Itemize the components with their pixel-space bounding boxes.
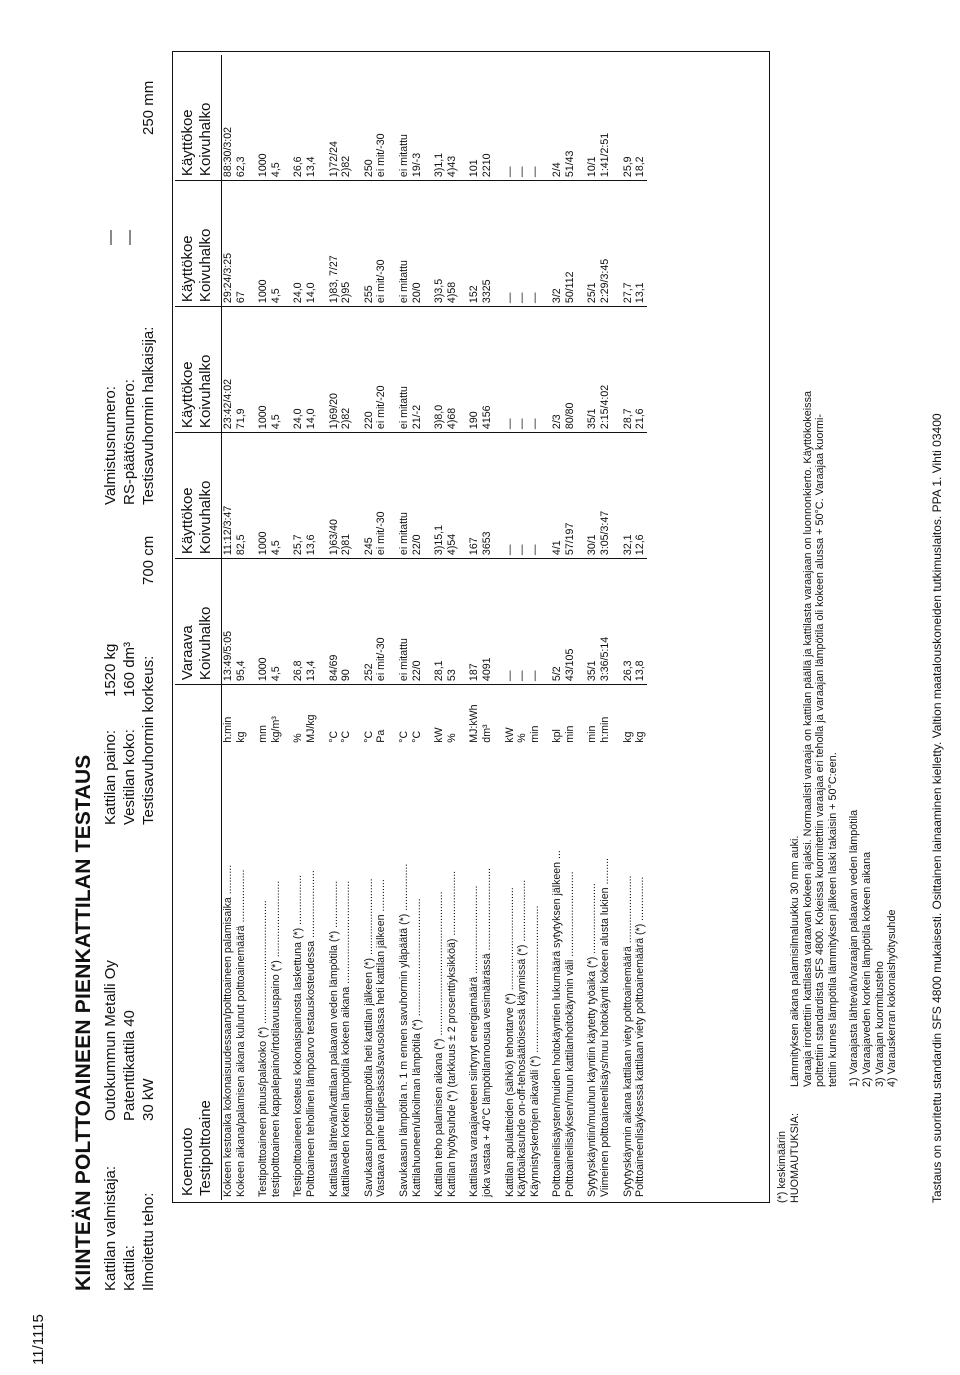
value-cell: 88:30/3:02 bbox=[222, 55, 235, 181]
value-cell: 28,1 bbox=[423, 559, 446, 685]
value-cell: 1000 bbox=[247, 307, 270, 433]
table-row bbox=[446, 55, 459, 1200]
meta-label: Valmistusnumero: bbox=[102, 386, 119, 505]
row-unit: min bbox=[528, 725, 541, 743]
value-cell: 4,5 bbox=[270, 181, 283, 307]
table-row bbox=[318, 55, 341, 1200]
meta-label: Testisavuhormin halkaisija: bbox=[140, 326, 157, 505]
footnote: 4) Varauskerran kokonaishyötysuhde bbox=[886, 909, 899, 1087]
table-row bbox=[270, 55, 283, 1200]
table-row bbox=[375, 55, 388, 1200]
value-cell: ei mitattu bbox=[388, 307, 411, 433]
row-unit: min bbox=[563, 725, 576, 743]
value-cell: 2/4 bbox=[541, 55, 564, 181]
header-row-serial bbox=[101, 81, 120, 505]
remarks-text bbox=[789, 391, 899, 1087]
value-cell: 1000 bbox=[247, 181, 270, 307]
row-unit: kg bbox=[634, 731, 647, 743]
value-cell: 26,3 bbox=[612, 559, 635, 685]
row-unit: kW bbox=[503, 727, 516, 743]
row-unit: kg/m³ bbox=[269, 716, 282, 743]
row-unit: kpl bbox=[551, 729, 564, 743]
value-cell: 3:36/5:14 bbox=[599, 559, 612, 685]
value-cell: 71,9 bbox=[235, 307, 248, 433]
header-left bbox=[101, 960, 158, 1291]
meta-label: Testisavuhormin korkeus: bbox=[140, 655, 157, 825]
value-cell: 1)63/40 bbox=[318, 433, 341, 559]
table-row bbox=[529, 55, 542, 1200]
value-cell: 20/0 bbox=[411, 181, 424, 307]
row-unit: % bbox=[516, 733, 529, 743]
table-row bbox=[634, 55, 647, 1200]
meta-value: 700 cm bbox=[140, 535, 157, 585]
table-row bbox=[564, 55, 577, 1200]
value-cell: 30/1 bbox=[576, 433, 599, 559]
page-number: 11/1115 bbox=[30, 1314, 47, 1365]
value-cell: ei mitattu bbox=[388, 55, 411, 181]
value-cell: 26,6 bbox=[282, 55, 305, 181]
column-header-5 bbox=[175, 55, 222, 181]
value-cell: — bbox=[529, 559, 542, 685]
value-cell: 11:12/3:47 bbox=[222, 433, 235, 559]
remark-line: Lämmityksen aikana palamisilmaluukku 30 mm auki. bbox=[788, 835, 801, 1087]
meta-label: RS-päätösnumero: bbox=[121, 379, 138, 505]
value-cell: 29:24/3:25 bbox=[222, 181, 235, 307]
value-cell: 22/0 bbox=[411, 433, 424, 559]
table-row bbox=[247, 55, 270, 1200]
value-cell: 26,8 bbox=[282, 559, 305, 685]
value-cell: 10/1 bbox=[576, 55, 599, 181]
value-cell: 2)82 bbox=[340, 55, 353, 181]
table-row bbox=[458, 55, 481, 1200]
row-label: Polttoaineenlisäyksessä kattilaan viety polttoainemäärä (*) ............... bbox=[634, 876, 647, 1197]
value-cell: 4)43 bbox=[446, 55, 459, 181]
value-cell: — bbox=[516, 181, 529, 307]
header-row-weight bbox=[101, 536, 120, 825]
value-cell: 3)3,5 bbox=[423, 181, 446, 307]
header-middle bbox=[101, 536, 158, 825]
table-row bbox=[494, 55, 517, 1200]
value-cell: 13,6 bbox=[305, 433, 318, 559]
column-fuel: Koivuhalko bbox=[197, 606, 214, 681]
value-cell: 4,5 bbox=[270, 559, 283, 685]
row-unit: mm bbox=[257, 725, 270, 743]
row-label: Kattilan teho palamisen aikana (*) ................................................. bbox=[433, 891, 446, 1197]
row-label: Testipolttoaineen pituus/palakoko (*) .......................................... bbox=[257, 900, 270, 1197]
notes-block bbox=[776, 391, 899, 1203]
row-unit: °C bbox=[397, 730, 410, 743]
value-cell: — bbox=[516, 433, 529, 559]
value-cell: 82,5 bbox=[235, 433, 248, 559]
meta-label: Kattila: bbox=[121, 1245, 138, 1291]
row-label: Käyttöaikasuhde on-off-tehosäätöisessä käynnissä (*) ..................... bbox=[516, 879, 529, 1197]
value-cell: 32,1 bbox=[612, 433, 635, 559]
row-unit: % bbox=[445, 733, 458, 743]
value-cell: 25,7 bbox=[282, 433, 305, 559]
value-cell: 62,3 bbox=[235, 55, 248, 181]
value-cell: ei mitattu bbox=[388, 433, 411, 559]
header-row-water-volume bbox=[120, 536, 139, 825]
column-fuel: Koivuhalko bbox=[197, 480, 214, 555]
value-cell: 35/1 bbox=[576, 559, 599, 685]
value-cell: 50/112 bbox=[564, 181, 577, 307]
value-cell: 4,5 bbox=[270, 55, 283, 181]
value-cell: 19/-3 bbox=[411, 55, 424, 181]
value-cell: 27,7 bbox=[612, 181, 635, 307]
table-row bbox=[612, 55, 635, 1200]
column-fuel: Koivuhalko bbox=[197, 354, 214, 429]
table-row bbox=[353, 55, 376, 1200]
value-cell: — bbox=[529, 307, 542, 433]
value-cell: 252 bbox=[353, 559, 376, 685]
value-cell: 1000 bbox=[247, 55, 270, 181]
header-row-chimney-diameter bbox=[139, 81, 158, 505]
value-cell: 13:49/5:05 bbox=[222, 559, 235, 685]
value-cell: 4)54 bbox=[446, 433, 459, 559]
meta-value: 160 dm³ bbox=[121, 641, 138, 697]
meta-label: Kattilan valmistaja: bbox=[102, 1165, 119, 1291]
value-cell: 90 bbox=[340, 559, 353, 685]
table-row bbox=[305, 55, 318, 1200]
value-cell: 255 bbox=[353, 181, 376, 307]
row-label: Kattilan apulaitteiden (sähkö) tehontarve (*) ................................... bbox=[503, 887, 516, 1197]
column-header-4 bbox=[175, 181, 222, 307]
value-cell: 1000 bbox=[247, 559, 270, 685]
value-cell: 43/105 bbox=[564, 559, 577, 685]
spacer bbox=[840, 391, 848, 1087]
column-test-type: Käyttökoe bbox=[179, 235, 196, 303]
row-label: Kattilasta lähtevän/kattilaan palaavan veden lämpötila (*) ................ bbox=[327, 880, 340, 1197]
column-test-type: Käyttökoe bbox=[179, 487, 196, 555]
value-cell: 2)95 bbox=[340, 181, 353, 307]
value-cell: 1)83, 7/27 bbox=[318, 181, 341, 307]
meta-value: Patenttikattila 40 bbox=[121, 1010, 138, 1121]
row-label: Polttoaineilisäysten/muiden hoitokäyntien lukumäärä sytytyksen jälkeen ... bbox=[551, 850, 564, 1197]
value-cell: ei mit/-30 bbox=[375, 181, 388, 307]
value-cell: — bbox=[494, 307, 517, 433]
value-cell: — bbox=[516, 307, 529, 433]
value-cell: 3)8,0 bbox=[423, 307, 446, 433]
value-cell: 67 bbox=[235, 181, 248, 307]
value-cell: 2:29/3:45 bbox=[599, 181, 612, 307]
column-header-1 bbox=[175, 559, 222, 685]
row-unit: °C bbox=[362, 730, 375, 743]
row-unit: MJ/kg bbox=[304, 714, 317, 743]
value-cell: 152 bbox=[458, 181, 481, 307]
value-cell: 220 bbox=[353, 307, 376, 433]
header-row-manufacturer bbox=[101, 960, 120, 1291]
head-label-cell bbox=[175, 685, 222, 1200]
row-label: Kattilasta varaajaveteen siirtynyt energiamäärä .............................. bbox=[468, 885, 481, 1197]
value-cell: 22/0 bbox=[411, 559, 424, 685]
column-fuel: Koivuhalko bbox=[197, 228, 214, 303]
row-unit: MJ:kWh bbox=[468, 704, 481, 743]
footer-statement: Tastaus on suoritettu standardin SFS 4800 mukaisesti. Osittainen lainaaminen kielletty. Valtion maatalouskoneiden tutkimuslaitos. PPA 1. Vihti 03400 bbox=[930, 413, 944, 1203]
row-unit: h:min bbox=[222, 716, 234, 743]
row-unit: % bbox=[292, 733, 305, 743]
row-label: testipolttoaineen kappalepaino/irtotilavuuspaino (*) .......................... bbox=[269, 880, 282, 1197]
row-label: Savukaasun lämpötila n. 1 m ennen savuhormin yläpäätä (*) ................ bbox=[397, 863, 410, 1197]
meta-value: 250 mm bbox=[140, 80, 157, 135]
row-label: Kokeen kestoaika kokonaisuudessaan/polttoaineen palamisaika .......... bbox=[222, 864, 234, 1197]
value-cell: 2)81 bbox=[340, 433, 353, 559]
table-row bbox=[599, 55, 612, 1200]
value-cell: 2/3 bbox=[541, 307, 564, 433]
value-cell: — bbox=[529, 433, 542, 559]
value-cell: — bbox=[529, 181, 542, 307]
row-label: Testipolttoaineen kosteus kokonaispainosta laskettuna (*) ................. bbox=[292, 874, 305, 1197]
row-unit: kW bbox=[433, 727, 446, 743]
value-cell: 3653 bbox=[481, 433, 494, 559]
row-unit: Pa bbox=[375, 729, 388, 743]
value-cell: 13,4 bbox=[305, 55, 318, 181]
header-row-chimney-height bbox=[139, 536, 158, 825]
table-header-row bbox=[175, 55, 222, 1200]
column-header-3 bbox=[175, 307, 222, 433]
header-right bbox=[101, 81, 158, 505]
meta-label: Kattilan paino: bbox=[102, 729, 119, 825]
table-row bbox=[282, 55, 305, 1200]
value-cell: 23:42/4:02 bbox=[222, 307, 235, 433]
value-cell: 2)82 bbox=[340, 307, 353, 433]
footnote: 2) Varaajaveden korkein lämpötila kokeen aikana bbox=[860, 851, 873, 1087]
row-unit: kg bbox=[234, 731, 247, 743]
meta-value: Outokummun Metalli Oy bbox=[102, 960, 119, 1121]
header-row-power bbox=[139, 960, 158, 1291]
remark-line: Varaaja irroitettiin kattilasta varaavan kokeen ajaksi. Normaalisti varaaja on kattilan päällä ja kattilasta varaajaan on luonnonkierto. Käyttökokeissa bbox=[801, 391, 814, 1087]
value-cell: — bbox=[494, 55, 517, 181]
row-label: Kokeen aikana/palamisen aikana kulunut polttoainemäärä .................. bbox=[234, 869, 247, 1197]
value-cell: 4,5 bbox=[270, 433, 283, 559]
value-cell: 167 bbox=[458, 433, 481, 559]
value-cell: 21/-2 bbox=[411, 307, 424, 433]
meta-label: Ilmoitettu teho: bbox=[140, 1192, 157, 1291]
remarks-label: HUOMAUTUKSIA: bbox=[788, 1113, 801, 1203]
results-table bbox=[175, 55, 647, 1200]
value-cell: 14,0 bbox=[305, 181, 318, 307]
row-unit: °C bbox=[327, 730, 340, 743]
value-cell: ei mit/-30 bbox=[375, 559, 388, 685]
value-cell: 28,7 bbox=[612, 307, 635, 433]
value-cell: 4/1 bbox=[541, 433, 564, 559]
table-row bbox=[340, 55, 353, 1200]
row-label: Viimeinen polttoaineenlisäys/muu hoitokäynti kokeen alusta lukien ......... bbox=[599, 858, 612, 1197]
value-cell: 18,2 bbox=[634, 55, 647, 181]
column-fuel: Koivuhalko bbox=[197, 102, 214, 177]
value-cell: 53 bbox=[446, 559, 459, 685]
value-cell: 4)58 bbox=[446, 181, 459, 307]
meta-value: 30 kW bbox=[140, 1078, 157, 1121]
column-test-type: Käyttökoe bbox=[179, 109, 196, 177]
value-cell: 13,8 bbox=[634, 559, 647, 685]
row-unit: h:min bbox=[599, 716, 612, 743]
row-unit: min bbox=[586, 725, 599, 743]
column-test-type: Käyttökoe bbox=[179, 361, 196, 429]
value-cell: 190 bbox=[458, 307, 481, 433]
value-cell: ei mit/-20 bbox=[375, 307, 388, 433]
header-row-decision bbox=[120, 81, 139, 505]
value-cell: ei mitattu bbox=[388, 181, 411, 307]
value-cell: 25,9 bbox=[612, 55, 635, 181]
row-unit: °C bbox=[410, 730, 423, 743]
value-cell: 4156 bbox=[481, 307, 494, 433]
value-cell: 3/2 bbox=[541, 181, 564, 307]
note-keskimaarin: (*) keskimäärin bbox=[776, 1131, 788, 1203]
remark-line: polttettiin standardista SFS 4800. Kokeissa kuormitettiin varaajaa eri teholla ja varaajan lämpötila oli kokeen alussa + 50°C. Varaajaa kuormi- bbox=[814, 414, 827, 1087]
row-label: Sytytyskäynnin aikana kattilaan viety polttoainemäärä ....................... bbox=[621, 875, 634, 1197]
results-body bbox=[222, 55, 647, 1200]
table-row bbox=[388, 55, 411, 1200]
meta-label: Vesitilan koko: bbox=[121, 729, 138, 825]
value-cell: 3)15,1 bbox=[423, 433, 446, 559]
value-cell: 51/43 bbox=[564, 55, 577, 181]
meta-value: — bbox=[102, 230, 119, 245]
value-cell: 21,6 bbox=[634, 307, 647, 433]
row-label: Käynnistyskertojen aikaväli (*) .................................................. bbox=[528, 905, 541, 1197]
value-cell: 3)1,1 bbox=[423, 55, 446, 181]
value-cell: ei mit/-30 bbox=[375, 55, 388, 181]
row-label: Vastaava paine tulipesässä/savusolassa heti kattilan jälkeen ........... bbox=[375, 879, 388, 1197]
row-label: Polttoaineen tehollinen lämpöarvo testauskosteudessa ....................... bbox=[304, 870, 317, 1197]
value-cell: 4)68 bbox=[446, 307, 459, 433]
value-cell: 24,0 bbox=[282, 181, 305, 307]
row-unit: kg bbox=[621, 731, 634, 743]
remark-line: tettiin kunnes lämpötila lämmityksen jälkeen laski takaisin + 50°C:een. bbox=[827, 752, 840, 1087]
table-row bbox=[481, 55, 494, 1200]
row-label: joka vastaa + 40°C lämpötilannousua vesimäärässä ............................ bbox=[480, 868, 493, 1197]
value-cell: 101 bbox=[458, 55, 481, 181]
value-cell: ei mit/-30 bbox=[375, 433, 388, 559]
value-cell: 57/197 bbox=[564, 433, 577, 559]
value-cell: 80/80 bbox=[564, 307, 577, 433]
value-cell: 12,6 bbox=[634, 433, 647, 559]
value-cell: 1)69/20 bbox=[318, 307, 341, 433]
value-cell: 187 bbox=[458, 559, 481, 685]
value-cell: 3:05/3:47 bbox=[599, 433, 612, 559]
value-cell: 95,4 bbox=[235, 559, 248, 685]
value-cell: 13,4 bbox=[305, 559, 318, 685]
head-label-koemuoto: Koemuoto bbox=[179, 1127, 196, 1196]
value-cell: — bbox=[516, 55, 529, 181]
header-row-boiler bbox=[120, 960, 139, 1291]
row-label: Kattilan hyötysuhde (*) (tarkkuus ± 2 prosenttiyksikköä) ...................... bbox=[445, 870, 458, 1197]
value-cell: 14,0 bbox=[305, 307, 318, 433]
value-cell: 1000 bbox=[247, 433, 270, 559]
value-cell: 250 bbox=[353, 55, 376, 181]
value-cell: 24,0 bbox=[282, 307, 305, 433]
value-cell: 3325 bbox=[481, 181, 494, 307]
footnote: 3) Varaajan kuormitusteho bbox=[873, 961, 886, 1087]
value-cell: 35/1 bbox=[576, 307, 599, 433]
row-label: Savukaasun poistolämpötila heti kattilan jälkeen (*) .......................... bbox=[362, 878, 375, 1197]
table-row bbox=[541, 55, 564, 1200]
value-cell: 5/2 bbox=[541, 559, 564, 685]
value-cell: 4,5 bbox=[270, 307, 283, 433]
remarks bbox=[789, 391, 899, 1203]
head-label-testipolttoaine: Testipolttoaine bbox=[197, 1100, 214, 1196]
value-cell: 2210 bbox=[481, 55, 494, 181]
row-label: kattilaveden korkein lämpötila kokeen aikana ................................... bbox=[340, 880, 353, 1197]
table-row bbox=[411, 55, 424, 1200]
value-cell: — bbox=[516, 559, 529, 685]
value-cell: — bbox=[529, 55, 542, 181]
table-row bbox=[423, 55, 446, 1200]
meta-value: 1520 kg bbox=[102, 643, 119, 697]
table-row bbox=[235, 55, 248, 1200]
row-label: Kattilahuoneen/ulkoilman lämpötila (*) ........................................ bbox=[410, 898, 423, 1197]
report-title: KIINTEÄN POLTTOAINEEN PIENKATTILAN TESTAUS bbox=[72, 754, 95, 1291]
value-cell: 1)72/24 bbox=[318, 55, 341, 181]
value-cell: 1:41/2:51 bbox=[599, 55, 612, 181]
value-cell: 84/69 bbox=[318, 559, 341, 685]
value-cell: — bbox=[494, 559, 517, 685]
value-cell: 4091 bbox=[481, 559, 494, 685]
value-cell: 13,1 bbox=[634, 181, 647, 307]
value-cell: ei mitattu bbox=[388, 559, 411, 685]
row-unit: °C bbox=[340, 730, 353, 743]
value-cell: — bbox=[494, 181, 517, 307]
table-row bbox=[576, 55, 599, 1200]
meta-value: — bbox=[121, 230, 138, 245]
value-cell: 2:15/4:02 bbox=[599, 307, 612, 433]
value-cell: 25/1 bbox=[576, 181, 599, 307]
value-cell: 245 bbox=[353, 433, 376, 559]
column-header-2 bbox=[175, 433, 222, 559]
row-label: Sytytyskäyntiin/muuhun käyntiin käytetty työaika (*) ........................ bbox=[586, 883, 599, 1197]
value-cell: — bbox=[494, 433, 517, 559]
footnote: 1) Varaajasta lähtevän/varaajan palaavan veden lämpötila bbox=[847, 809, 860, 1087]
table-row bbox=[222, 55, 235, 1200]
row-label: Polttoaineilisäyksen/muun kattilanhoitokäynnin väli ............................. bbox=[563, 871, 576, 1197]
row-unit: dm³ bbox=[480, 724, 493, 743]
column-test-type: Varaava bbox=[179, 625, 196, 681]
table-row bbox=[516, 55, 529, 1200]
